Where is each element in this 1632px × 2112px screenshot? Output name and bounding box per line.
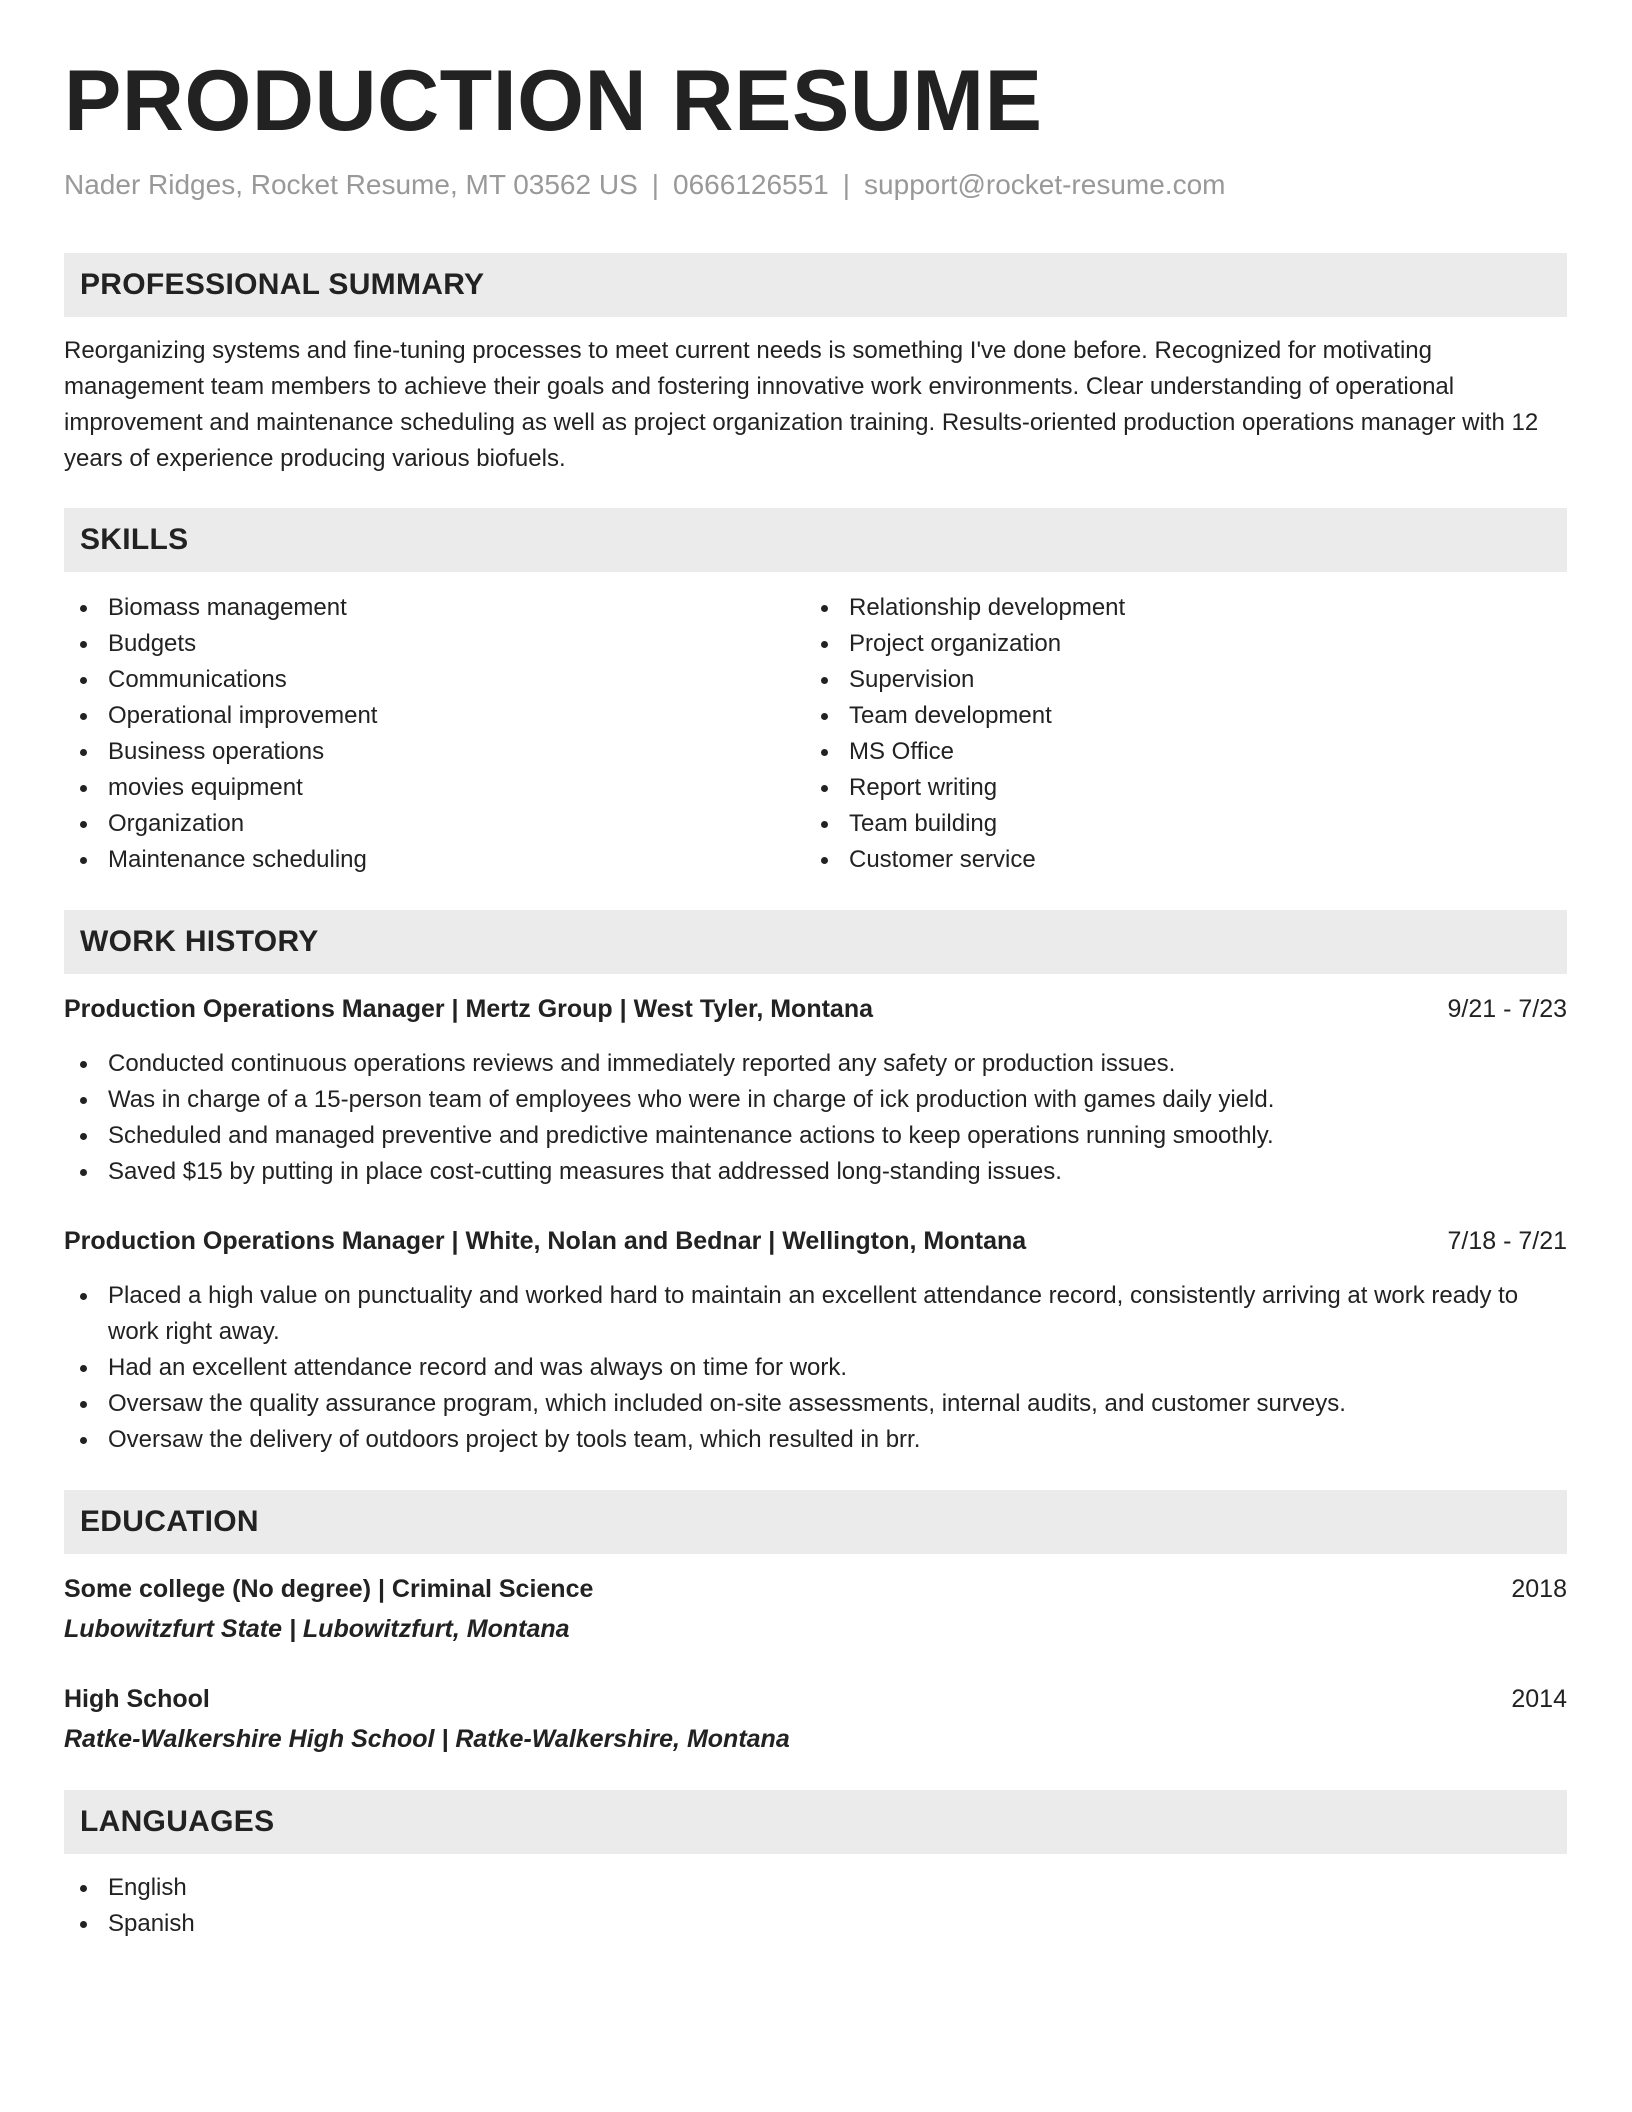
education-header <box>64 1681 1567 1717</box>
education-degree: High School <box>64 1685 210 1713</box>
section-heading-work-history: WORK HISTORY <box>64 910 1567 974</box>
skill-item: Team development <box>805 698 1545 734</box>
contact-address: Nader Ridges, Rocket Resume, MT 03562 US <box>64 169 638 200</box>
contact-line <box>64 168 1225 202</box>
skills-list-right <box>805 590 1545 878</box>
skill-item: Report writing <box>805 770 1545 806</box>
languages-list <box>64 1870 804 1942</box>
job-title: Production Operations Manager | White, Nolan and Bednar | Wellington, Montana <box>64 1227 1027 1255</box>
skill-item: Maintenance scheduling <box>64 842 804 878</box>
skill-item: Supervision <box>805 662 1545 698</box>
skills-list-left <box>64 590 804 878</box>
resume-title: PRODUCTION RESUME <box>64 53 1043 149</box>
section-heading-summary: PROFESSIONAL SUMMARY <box>64 253 1567 317</box>
skill-item: movies equipment <box>64 770 804 806</box>
skill-item: MS Office <box>805 734 1545 770</box>
job-bullet: Saved $15 by putting in place cost-cutting measures that addressed long-standing issues. <box>64 1154 1567 1190</box>
job-bullet: Conducted continuous operations reviews and immediately reported any safety or production issues. <box>64 1046 1567 1082</box>
job-bullet: Had an excellent attendance record and was always on time for work. <box>64 1350 1567 1386</box>
skill-item: Relationship development <box>805 590 1545 626</box>
job-header <box>64 1223 1567 1259</box>
job-title: Production Operations Manager | Mertz Group | West Tyler, Montana <box>64 995 873 1023</box>
education-header <box>64 1571 1567 1607</box>
language-item: Spanish <box>64 1906 804 1942</box>
section-heading-skills: SKILLS <box>64 508 1567 572</box>
skill-item: Budgets <box>64 626 804 662</box>
skill-item: Operational improvement <box>64 698 804 734</box>
contact-email: support@rocket-resume.com <box>864 169 1226 200</box>
job-dates: 9/21 - 7/23 <box>1447 995 1567 1023</box>
job-bullet: Oversaw the delivery of outdoors project by tools team, which resulted in brr. <box>64 1422 1567 1458</box>
education-school: Ratke-Walkershire High School | Ratke-Walkershire, Montana <box>64 1725 790 1753</box>
language-item: English <box>64 1870 804 1906</box>
education-degree: Some college (No degree) | Criminal Science <box>64 1575 594 1603</box>
education-year: 2014 <box>1511 1685 1567 1713</box>
contact-separator: | <box>651 169 660 200</box>
skill-item: Project organization <box>805 626 1545 662</box>
contact-separator: | <box>842 169 851 200</box>
section-heading-languages: LANGUAGES <box>64 1790 1567 1854</box>
job-header <box>64 991 1567 1027</box>
job-dates: 7/18 - 7/21 <box>1447 1227 1567 1255</box>
job-bullet-list <box>64 1046 1567 1190</box>
job-bullet: Scheduled and managed preventive and predictive maintenance actions to keep operations running smoothly. <box>64 1118 1567 1154</box>
skill-item: Communications <box>64 662 804 698</box>
skill-item: Business operations <box>64 734 804 770</box>
education-year: 2018 <box>1511 1575 1567 1603</box>
summary-text: Reorganizing systems and fine-tuning processes to meet current needs is something I've done before. Recognized for motivating management team members to achieve their goals and fostering innovative work environments. Clear understanding of operational improvement and maintenance scheduling as well as project organization training. Results-oriented production operations manager with 12 years of experience producing various biofuels. <box>64 337 1539 472</box>
job-bullet: Oversaw the quality assurance program, which included on-site assessments, internal audits, and customer surveys. <box>64 1386 1567 1422</box>
skill-item: Organization <box>64 806 804 842</box>
job-bullet: Placed a high value on punctuality and worked hard to maintain an excellent attendance record, consistently arriving at work ready to work right away. <box>64 1278 1567 1350</box>
job-bullet-list <box>64 1278 1567 1458</box>
skill-item: Team building <box>805 806 1545 842</box>
skill-item: Biomass management <box>64 590 804 626</box>
contact-phone: 0666126551 <box>673 169 829 200</box>
education-school: Lubowitzfurt State | Lubowitzfurt, Montana <box>64 1615 570 1643</box>
skill-item: Customer service <box>805 842 1545 878</box>
job-bullet: Was in charge of a 15-person team of employees who were in charge of ick production with games daily yield. <box>64 1082 1567 1118</box>
section-heading-education: EDUCATION <box>64 1490 1567 1554</box>
